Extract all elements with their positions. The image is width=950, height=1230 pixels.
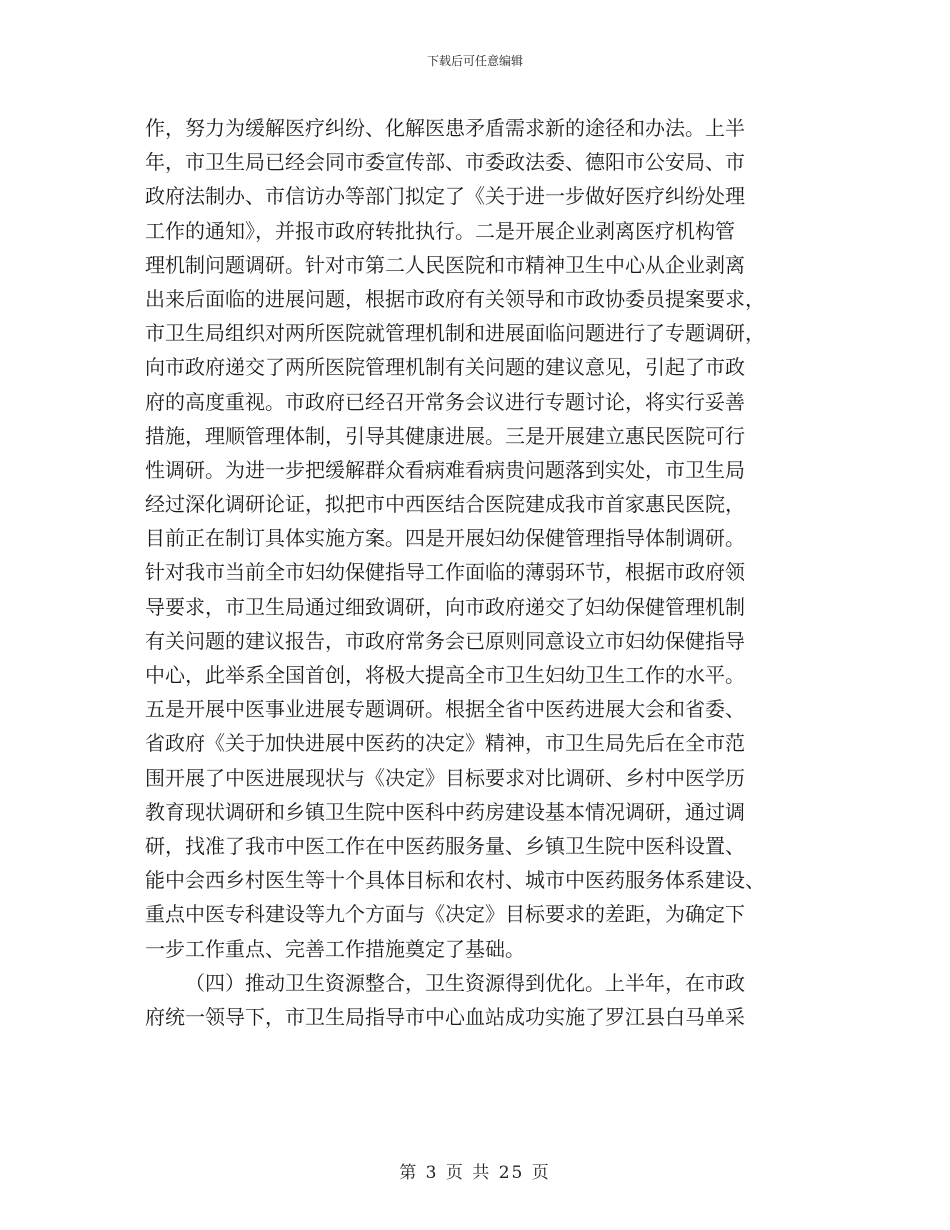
text-line: 五是开展中医事业进展专题调研。根据全省中医药进展大会和省委、 bbox=[145, 697, 745, 722]
text-line: 府统一领导下，市卫生局指导市中心血站成功实施了罗江县白马单采 bbox=[145, 1004, 745, 1029]
text-line: 教育现状调研和乡镇卫生院中医科中药房建设基本情况调研，通过调 bbox=[145, 799, 745, 824]
text-line: 市卫生局组织对两所医院就管理机制和进展面临问题进行了专题调研， bbox=[145, 321, 765, 346]
text-line: 重点中医专科建设等九个方面与《决定》目标要求的差距，为确定下 bbox=[145, 902, 745, 927]
page-number-footer: 第 3 页 共 25 页 bbox=[399, 1163, 551, 1183]
text-line: 性调研。为进一步把缓解群众看病难看病贵问题落到实处，市卫生局 bbox=[145, 457, 745, 482]
text-line: 导要求，市卫生局通过细致调研，向市政府递交了妇幼保健管理机制 bbox=[145, 594, 745, 619]
text-line: 理机制问题调研。针对市第二人民医院和市精神卫生中心从企业剥离 bbox=[145, 252, 745, 277]
text-line: 出来后面临的进展问题，根据市政府有关领导和市政协委员提案要求， bbox=[145, 286, 765, 311]
page-header: 下载后可任意编辑 bbox=[426, 54, 523, 68]
text-line: 措施，理顺管理体制，引导其健康进展。三是开展建立惠民医院可行 bbox=[145, 423, 745, 448]
text-line: 目前正在制订具体实施方案。四是开展妇幼保健管理指导体制调研。 bbox=[145, 526, 745, 551]
paragraph-start-line: （四）推动卫生资源整合，卫生资源得到优化。上半年，在市政 bbox=[185, 970, 745, 995]
text-line: 省政府《关于加快进展中医药的决定》精神，市卫生局先后在全市范 bbox=[145, 731, 745, 756]
text-line: 一步工作重点、完善工作措施奠定了基础。 bbox=[145, 936, 525, 961]
text-line: 作，努力为缓解医疗纠纷、化解医患矛盾需求新的途径和办法。上半 bbox=[145, 116, 745, 140]
text-line: 工作的通知》，并报市政府转批执行。二是开展企业剥离医疗机构管 bbox=[145, 218, 735, 243]
text-line: 围开展了中医进展现状与《决定》目标要求对比调研、乡村中医学历 bbox=[145, 765, 745, 790]
document-body bbox=[145, 111, 805, 1034]
text-line: 经过深化调研论证，拟把市中西医结合医院建成我市首家惠民医院， bbox=[145, 492, 745, 517]
text-line: 针对我市当前全市妇幼保健指导工作面临的薄弱环节，根据市政府领 bbox=[145, 560, 745, 585]
text-line: 能中会西乡村医生等十个具体目标和农村、城市中医药服务体系建设、 bbox=[145, 868, 765, 893]
text-line: 有关问题的建议报告，市政府常务会已原则同意设立市妇幼保健指导 bbox=[145, 628, 745, 653]
text-line: 中心，此举系全国首创，将极大提高全市卫生妇幼卫生工作的水平。 bbox=[145, 663, 745, 687]
text-line: 政府法制办、市信访办等部门拟定了《关于进一步做好医疗纠纷处理 bbox=[145, 184, 745, 209]
text-line: 府的高度重视。市政府已经召开常务会议进行专题讨论，将实行妥善 bbox=[145, 389, 745, 414]
text-line: 年，市卫生局已经会同市委宣传部、市委政法委、德阳市公安局、市 bbox=[145, 150, 745, 175]
text-line: 向市政府递交了两所医院管理机制有关问题的建议意见，引起了市政 bbox=[145, 355, 745, 380]
text-line: 研，找准了我市中医工作在中医药服务量、乡镇卫生院中医科设置、 bbox=[145, 833, 745, 858]
